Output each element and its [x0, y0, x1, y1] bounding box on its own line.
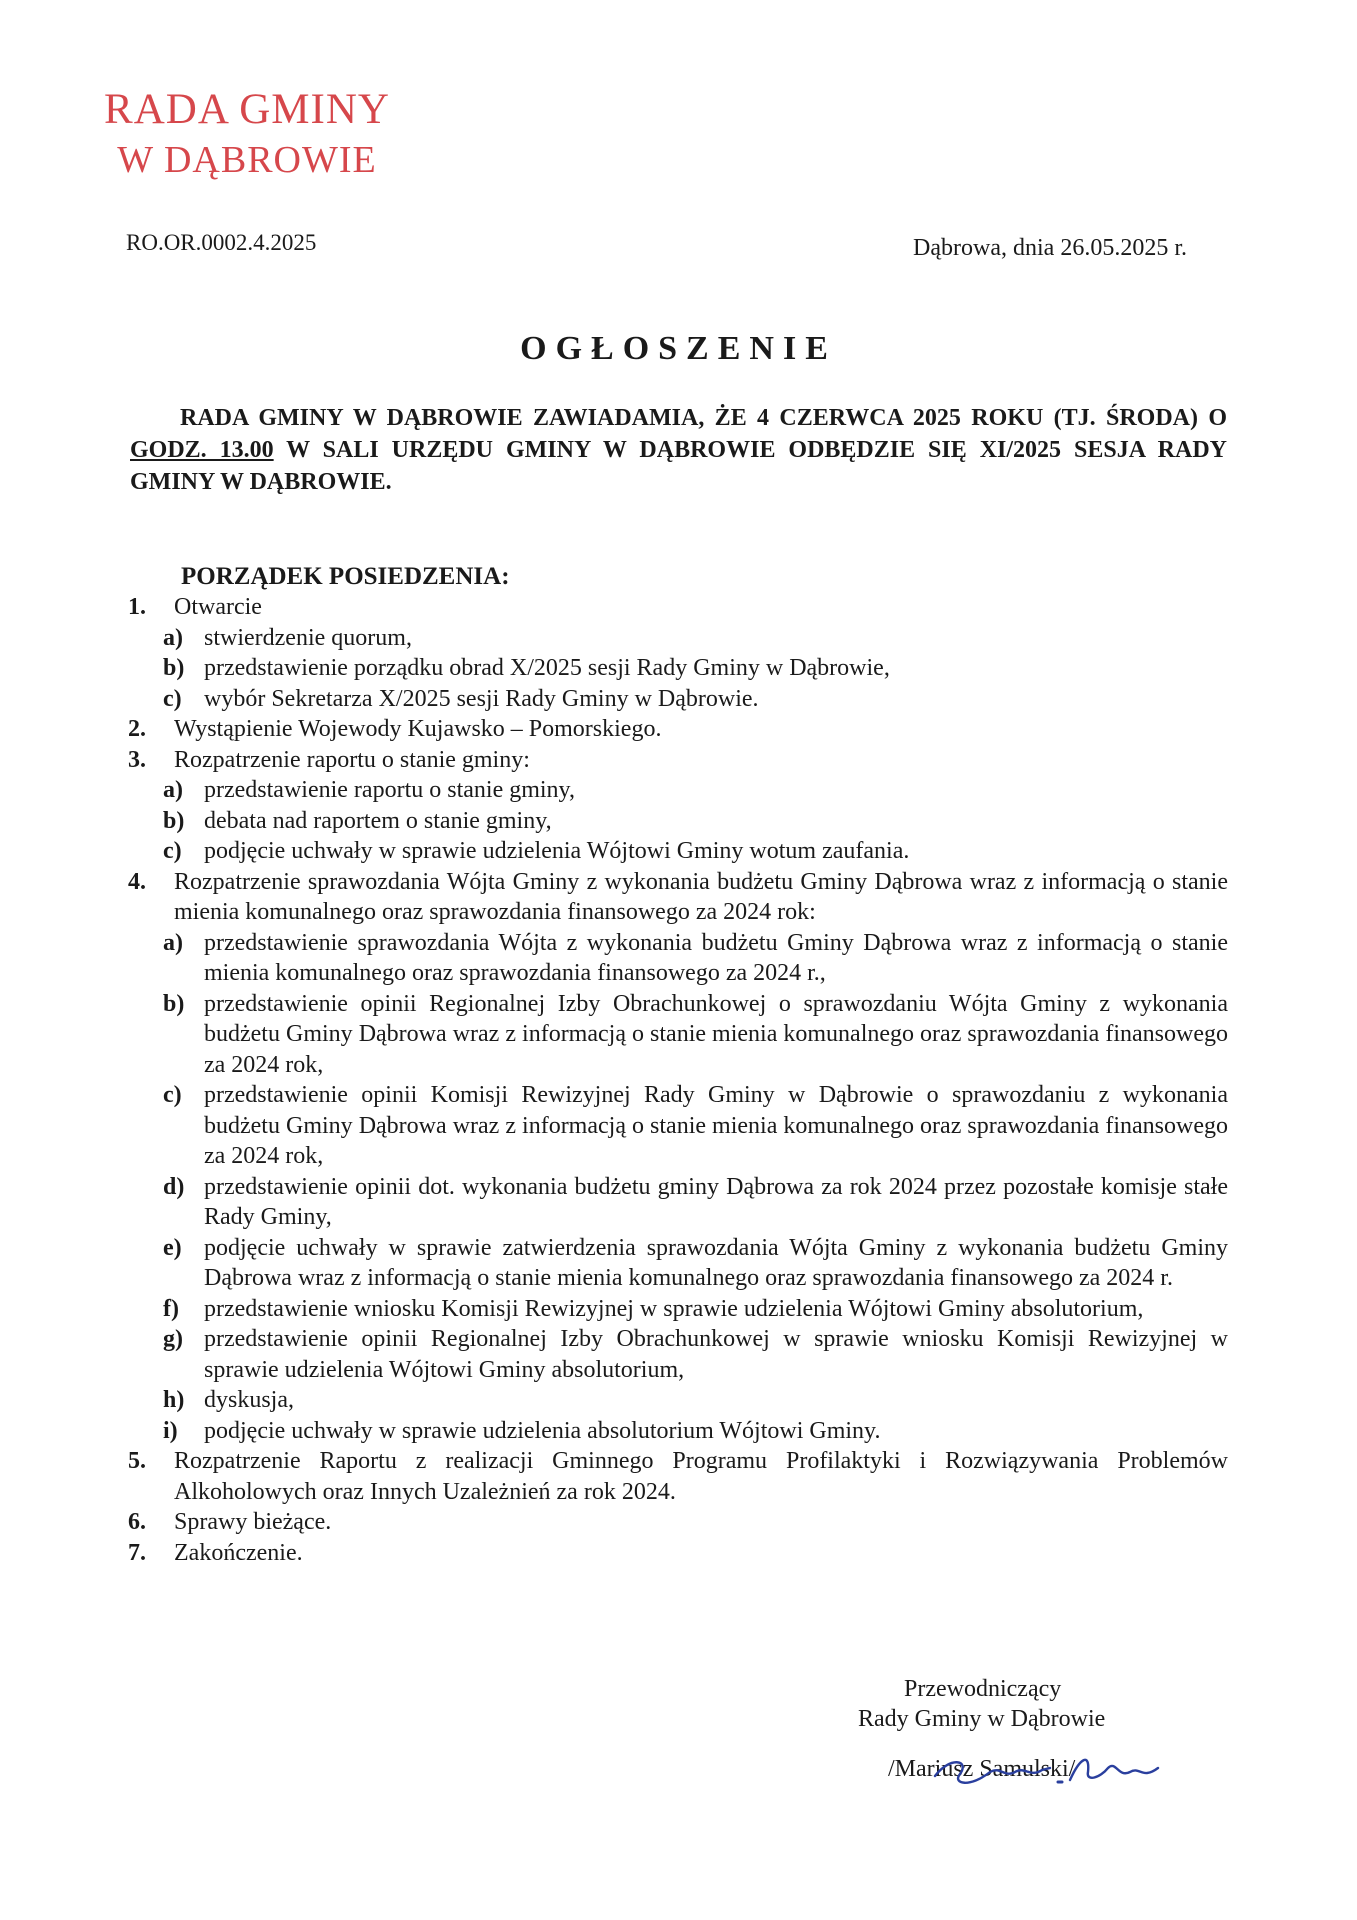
agenda-item — [128, 1446, 1228, 1507]
council-logo — [98, 86, 396, 182]
document-date: Dąbrowa, dnia 26.05.2025 r. — [913, 235, 1187, 261]
agenda-item-text: Rozpatrzenie sprawozdania Wójta Gminy z wykonania budżetu Gminy Dąbrowa wraz z informacją o stanie mienia komunalnego oraz sprawozdania finansowego za 2024 rok: — [174, 868, 1228, 925]
intro-text-2: W SALI URZĘDU GMINY W DĄBROWIE ODBĘDZIE SIĘ XI/2025 SESJA RADY GMINY W DĄBROWIE. — [130, 437, 1227, 495]
agenda-subitem-letter: b) — [163, 655, 185, 681]
agenda-subitem-letter: g) — [163, 1326, 183, 1352]
agenda-subitem-letter: a) — [163, 624, 183, 651]
agenda-heading: PORZĄDEK POSIEDZENIA: — [181, 563, 510, 590]
agenda-item — [128, 714, 1228, 745]
agenda-subitem-text: przedstawienie wniosku Komisji Rewizyjnej w sprawie udzielenia Wójtowi Gminy absolutorium, — [204, 1295, 1144, 1322]
agenda-subitem — [128, 1416, 1228, 1447]
agenda-subitem-text: stwierdzenie quorum, — [204, 624, 412, 651]
logo-line-1: RADA GMINY — [104, 86, 390, 133]
reference-number: RO.OR.0002.4.2025 — [126, 230, 317, 255]
agenda-item-text: Rozpatrzenie Raportu z realizacji Gminnego Programu Profilaktyki i Rozwiązywania Problemów Alkoholowych oraz Innych Uzależnień za rok 2024. — [174, 1448, 1228, 1505]
agenda-subitem — [128, 1385, 1228, 1416]
agenda-list — [128, 592, 1228, 1568]
agenda-item-number: 6. — [128, 1509, 146, 1535]
agenda-subitem-text: podjęcie uchwały w sprawie udzielenia Wójtowi Gminy wotum zaufania. — [204, 838, 910, 864]
agenda-item-text: Zakończenie. — [174, 1539, 303, 1566]
agenda-subitem-text: przedstawienie opinii dot. wykonania budżetu gminy Dąbrowa za rok 2024 przez pozostałe komisje stałe Rady Gminy, — [204, 1173, 1228, 1230]
logo-line-2: W DĄBROWIE — [117, 139, 377, 181]
agenda-subitem-text: przedstawienie opinii Komisji Rewizyjnej Rady Gminy w Dąbrowie o sprawozdaniu z wykonania budżetu Gminy Dąbrowa wraz z informacją o stanie mienia komunalnego oraz sprawozdania finansowego za 2024 rok, — [204, 1082, 1228, 1169]
signature-title: Przewodniczący — [904, 1676, 1062, 1702]
agenda-subitem — [128, 623, 1228, 654]
agenda-subitem-text: dyskusja, — [204, 1387, 294, 1413]
agenda-subitem-letter: c) — [163, 685, 182, 712]
agenda-subitem-text: przedstawienie opinii Regionalnej Izby Obrachunkowej o sprawozdaniu Wójta Gminy z wykonania budżetu Gminy Dąbrowa wraz z informacją o stanie mienia komunalnego oraz sprawozdania finansowego za 2024 rok, — [204, 990, 1228, 1078]
agenda-subitem — [128, 836, 1228, 867]
agenda-item-text: Rozpatrzenie raportu o stanie gminy: — [174, 746, 530, 773]
agenda-subitem — [128, 806, 1228, 837]
agenda-subitem — [128, 653, 1228, 684]
agenda-subitem-text: przedstawienie porządku obrad X/2025 sesji Rady Gminy w Dąbrowie, — [204, 655, 890, 681]
agenda-subitem-letter: i) — [163, 1417, 178, 1444]
agenda-item-number: 4. — [128, 868, 146, 895]
agenda-subitem-text: podjęcie uchwały w sprawie udzielenia absolutorium Wójtowi Gminy. — [204, 1417, 881, 1444]
agenda-subitem-text: przedstawienie sprawozdania Wójta z wykonania budżetu Gminy Dąbrowa wraz z informacją o stanie mienia komunalnego oraz sprawozdania finansowego za 2024 r., — [204, 929, 1228, 986]
page-title: OGŁOSZENIE — [520, 330, 837, 367]
agenda-subitem-letter: f) — [163, 1295, 179, 1322]
agenda-subitem-letter: c) — [163, 1082, 182, 1108]
handwritten-signature — [930, 1738, 1170, 1798]
agenda-subitem-text: podjęcie uchwały w sprawie zatwierdzenia sprawozdania Wójta Gminy z wykonania budżetu Gminy Dąbrowa wraz z informacją o stanie mienia komunalnego oraz sprawozdania finansowego za 2024 r. — [204, 1234, 1228, 1291]
agenda-subitem — [128, 1080, 1228, 1172]
agenda-subitem-letter: a) — [163, 929, 183, 956]
agenda-subitem — [128, 684, 1228, 715]
agenda-item-text: Sprawy bieżące. — [174, 1509, 332, 1535]
agenda-item — [128, 1538, 1228, 1569]
agenda-subitem-letter: h) — [163, 1387, 185, 1413]
signature-name: /Mariusz Samulski/ — [888, 1756, 1076, 1782]
agenda-item — [128, 867, 1228, 928]
agenda-item-number: 7. — [128, 1539, 146, 1566]
agenda-item-number: 3. — [128, 746, 146, 773]
agenda-item-text: Otwarcie — [174, 594, 262, 620]
agenda-item — [128, 745, 1228, 776]
intro-text-1: RADA GMINY W DĄBROWIE ZAWIADAMIA, ŻE 4 CZERWCA 2025 ROKU (TJ. ŚRODA) O — [180, 405, 1227, 431]
agenda-subitem-letter: c) — [163, 838, 182, 864]
intro-time: GODZ. 13.00 — [130, 437, 274, 463]
agenda-subitem-letter: d) — [163, 1173, 185, 1200]
agenda-item-number: 5. — [128, 1448, 146, 1474]
agenda-subitem — [128, 1294, 1228, 1325]
agenda-subitem — [128, 1233, 1228, 1294]
agenda-item — [128, 1507, 1228, 1538]
agenda-subitem — [128, 1172, 1228, 1233]
agenda-subitem-letter: b) — [163, 990, 185, 1017]
agenda-subitem-text: wybór Sekretarza X/2025 sesji Rady Gminy w Dąbrowie. — [204, 685, 759, 712]
agenda-subitem — [128, 989, 1228, 1081]
agenda-subitem-letter: a) — [163, 777, 183, 803]
agenda-subitem-text: przedstawienie opinii Regionalnej Izby Obrachunkowej w sprawie wniosku Komisji Rewizyjnej w sprawie udzielenia Wójtowi Gminy absolutorium, — [204, 1326, 1228, 1383]
agenda-subitem — [128, 1324, 1228, 1385]
agenda-subitem-text: debata nad raportem o stanie gminy, — [204, 807, 552, 834]
signature-body: Rady Gminy w Dąbrowie — [858, 1706, 1106, 1732]
agenda-subitem — [128, 928, 1228, 989]
agenda-item-number: 2. — [128, 716, 146, 742]
agenda-subitem — [128, 775, 1228, 806]
agenda-subitem-letter: b) — [163, 807, 185, 834]
agenda-subitem-text: przedstawienie raportu o stanie gminy, — [204, 777, 575, 803]
agenda-item-text: Wystąpienie Wojewody Kujawsko – Pomorskiego. — [174, 716, 662, 742]
agenda-item — [128, 592, 1228, 623]
announcement-intro — [130, 402, 1227, 498]
agenda-item-number: 1. — [128, 594, 146, 620]
agenda-subitem-letter: e) — [163, 1234, 182, 1261]
